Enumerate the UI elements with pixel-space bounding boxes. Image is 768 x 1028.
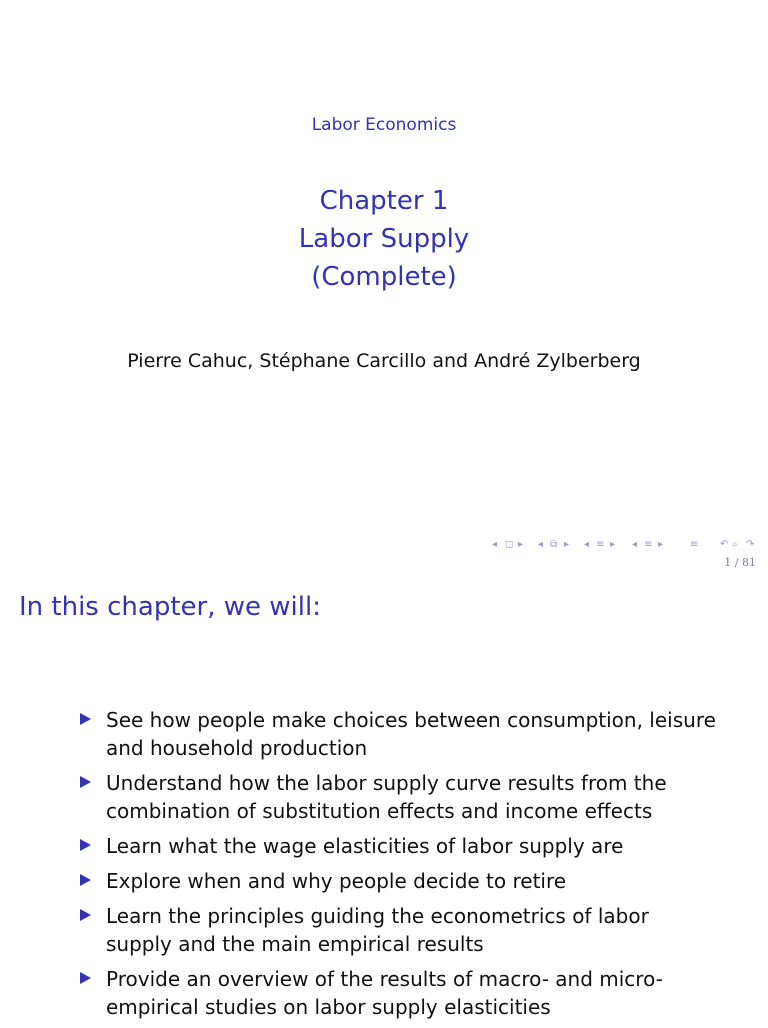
prev-subsection-icon[interactable]: ◂ [584,539,590,550]
triangle-bullet-icon [80,776,91,788]
slide-icon[interactable]: ◻ [505,539,514,550]
document-icon[interactable]: ≡ [690,539,699,550]
next-subsection-icon[interactable]: ▸ [610,539,616,550]
section-icon[interactable]: ≡ [644,539,653,550]
objectives-list [80,706,720,1028]
next-frame-icon[interactable]: ▸ [564,539,570,550]
forward-icon[interactable]: ↷ [746,539,755,550]
chapter-number: Chapter 1 [319,186,449,216]
prev-section-icon[interactable]: ◂ [632,539,638,550]
page-number: 1 / 81 [724,556,756,569]
back-icon[interactable]: ↶ [720,539,729,550]
beamer-navigation-bar [492,539,767,555]
chapter-title-block [0,182,768,296]
list-item-text: See how people make choices between consumption, leisure and household production [106,708,716,760]
list-item [80,867,720,895]
list-item-text: Understand how the labor supply curve results from the combination of substitution effects and income effects [106,771,667,823]
frame-title: In this chapter, we will: [19,592,321,622]
list-item-text: Explore when and why people decide to retire [106,869,567,893]
prev-frame-icon[interactable]: ◂ [538,539,544,550]
list-item [80,769,720,825]
next-section-icon[interactable]: ▸ [658,539,664,550]
chapter-subtitle: (Complete) [311,262,457,292]
next-slide-icon[interactable]: ▸ [518,539,524,550]
list-item [80,965,720,1021]
list-item [80,902,720,958]
prev-slide-icon[interactable]: ◂ [492,539,498,550]
authors: Pierre Cahuc, Stéphane Carcillo and André Zylberberg [127,350,641,372]
content-slide [0,576,768,1024]
list-item-text: Learn the principles guiding the econometrics of labor supply and the main empirical results [106,904,649,956]
triangle-bullet-icon [80,909,91,921]
triangle-bullet-icon [80,874,91,886]
list-item [80,832,720,860]
subsection-icon[interactable]: ≡ [596,539,605,550]
list-item-text: Provide an overview of the results of macro- and micro-empirical studies on labor supply elasticities [106,967,663,1019]
triangle-bullet-icon [80,839,91,851]
course-name: Labor Economics [311,115,457,135]
search-icon[interactable]: ⌕ [732,539,738,550]
frame-icon[interactable]: ⧉ [550,539,558,550]
chapter-name: Labor Supply [298,224,470,254]
triangle-bullet-icon [80,713,91,725]
triangle-bullet-icon [80,972,91,984]
list-item [80,706,720,762]
list-item-text: Learn what the wage elasticities of labor supply are [106,834,624,858]
